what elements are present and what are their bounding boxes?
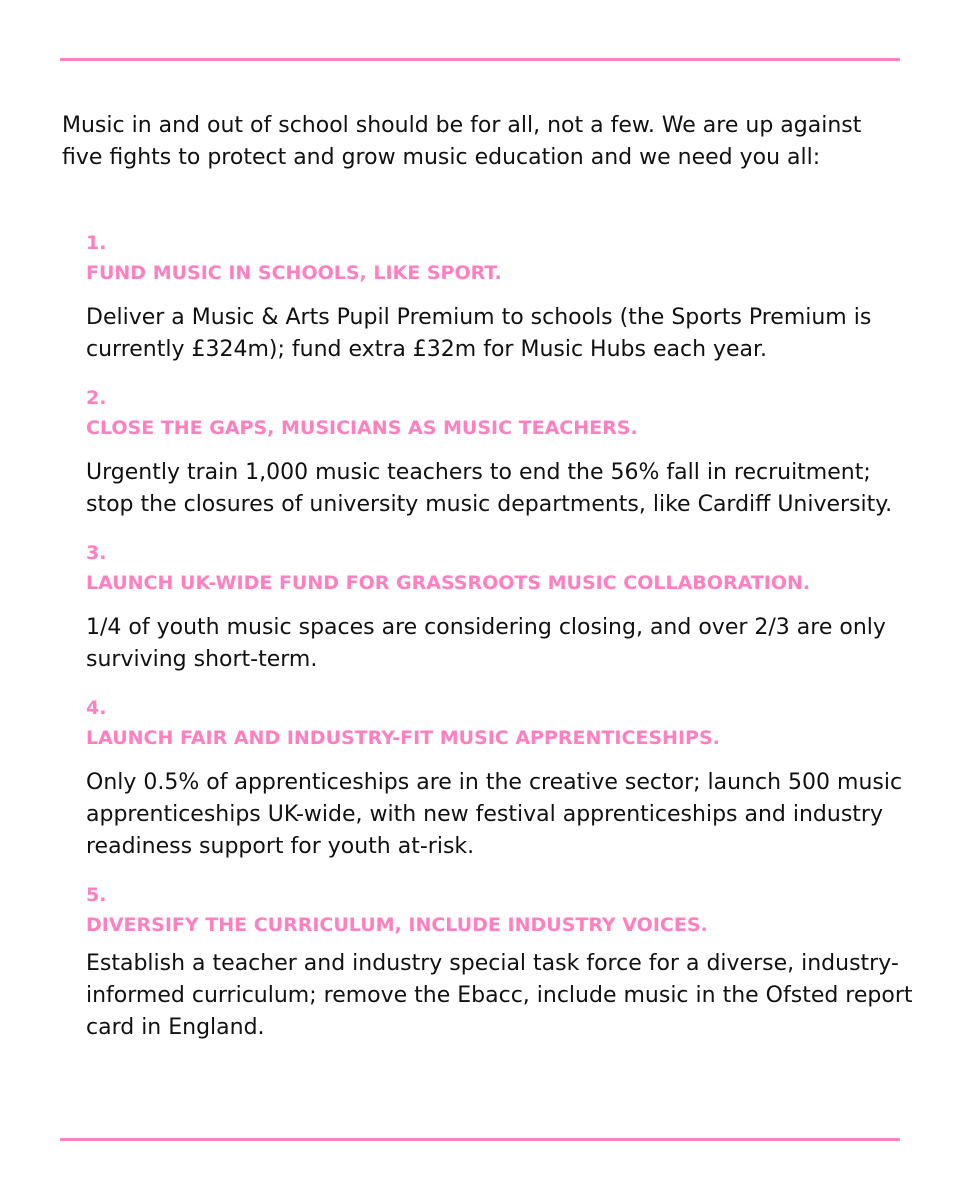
fight-title: DIVERSIFY THE CURRICULUM, INCLUDE INDUSTRY VOICES. (86, 914, 708, 936)
fight-number: 2. (86, 387, 107, 409)
fight-title: FUND MUSIC IN SCHOOLS, LIKE SPORT. (86, 262, 502, 284)
fight-number: 1. (86, 232, 107, 254)
bottom-divider (60, 1138, 900, 1141)
fight-title: LAUNCH UK-WIDE FUND FOR GRASSROOTS MUSIC COLLABORATION. (86, 572, 811, 594)
fight-description: 1/4 of youth music spaces are considering closing, and over 2/3 are only surviving short-term. (86, 615, 886, 672)
fight-description: Only 0.5% of apprenticeships are in the creative sector; launch 500 music apprenticeships UK-wide, with new festival apprenticeships and industry readiness support for youth at-risk. (86, 770, 903, 859)
fight-number: 3. (86, 542, 107, 564)
fight-title: LAUNCH FAIR AND INDUSTRY-FIT MUSIC APPRENTICESHIPS. (86, 727, 720, 749)
fight-item (86, 228, 916, 366)
fight-description: Establish a teacher and industry special task force for a diverse, industry-informed curriculum; remove the Ebacc, include music in the Ofsted report card in England. (86, 951, 913, 1040)
top-divider (60, 58, 900, 61)
fight-item (86, 880, 916, 1044)
fight-number: 5. (86, 884, 107, 906)
fight-description: Deliver a Music & Arts Pupil Premium to schools (the Sports Premium is currently £324m); fund extra £32m for Music Hubs each year. (86, 305, 872, 362)
fight-number: 4. (86, 697, 107, 719)
fight-title: CLOSE THE GAPS, MUSICIANS AS MUSIC TEACHERS. (86, 417, 638, 439)
fight-item (86, 383, 916, 521)
fight-item (86, 693, 916, 863)
intro-text: Music in and out of school should be for all, not a few. We are up against five fights to protect and grow music education and we need you all: (62, 113, 862, 170)
fight-description: Urgently train 1,000 music teachers to end the 56% fall in recruitment; stop the closures of university music departments, like Cardiff University. (86, 460, 893, 517)
fight-item (86, 538, 916, 676)
